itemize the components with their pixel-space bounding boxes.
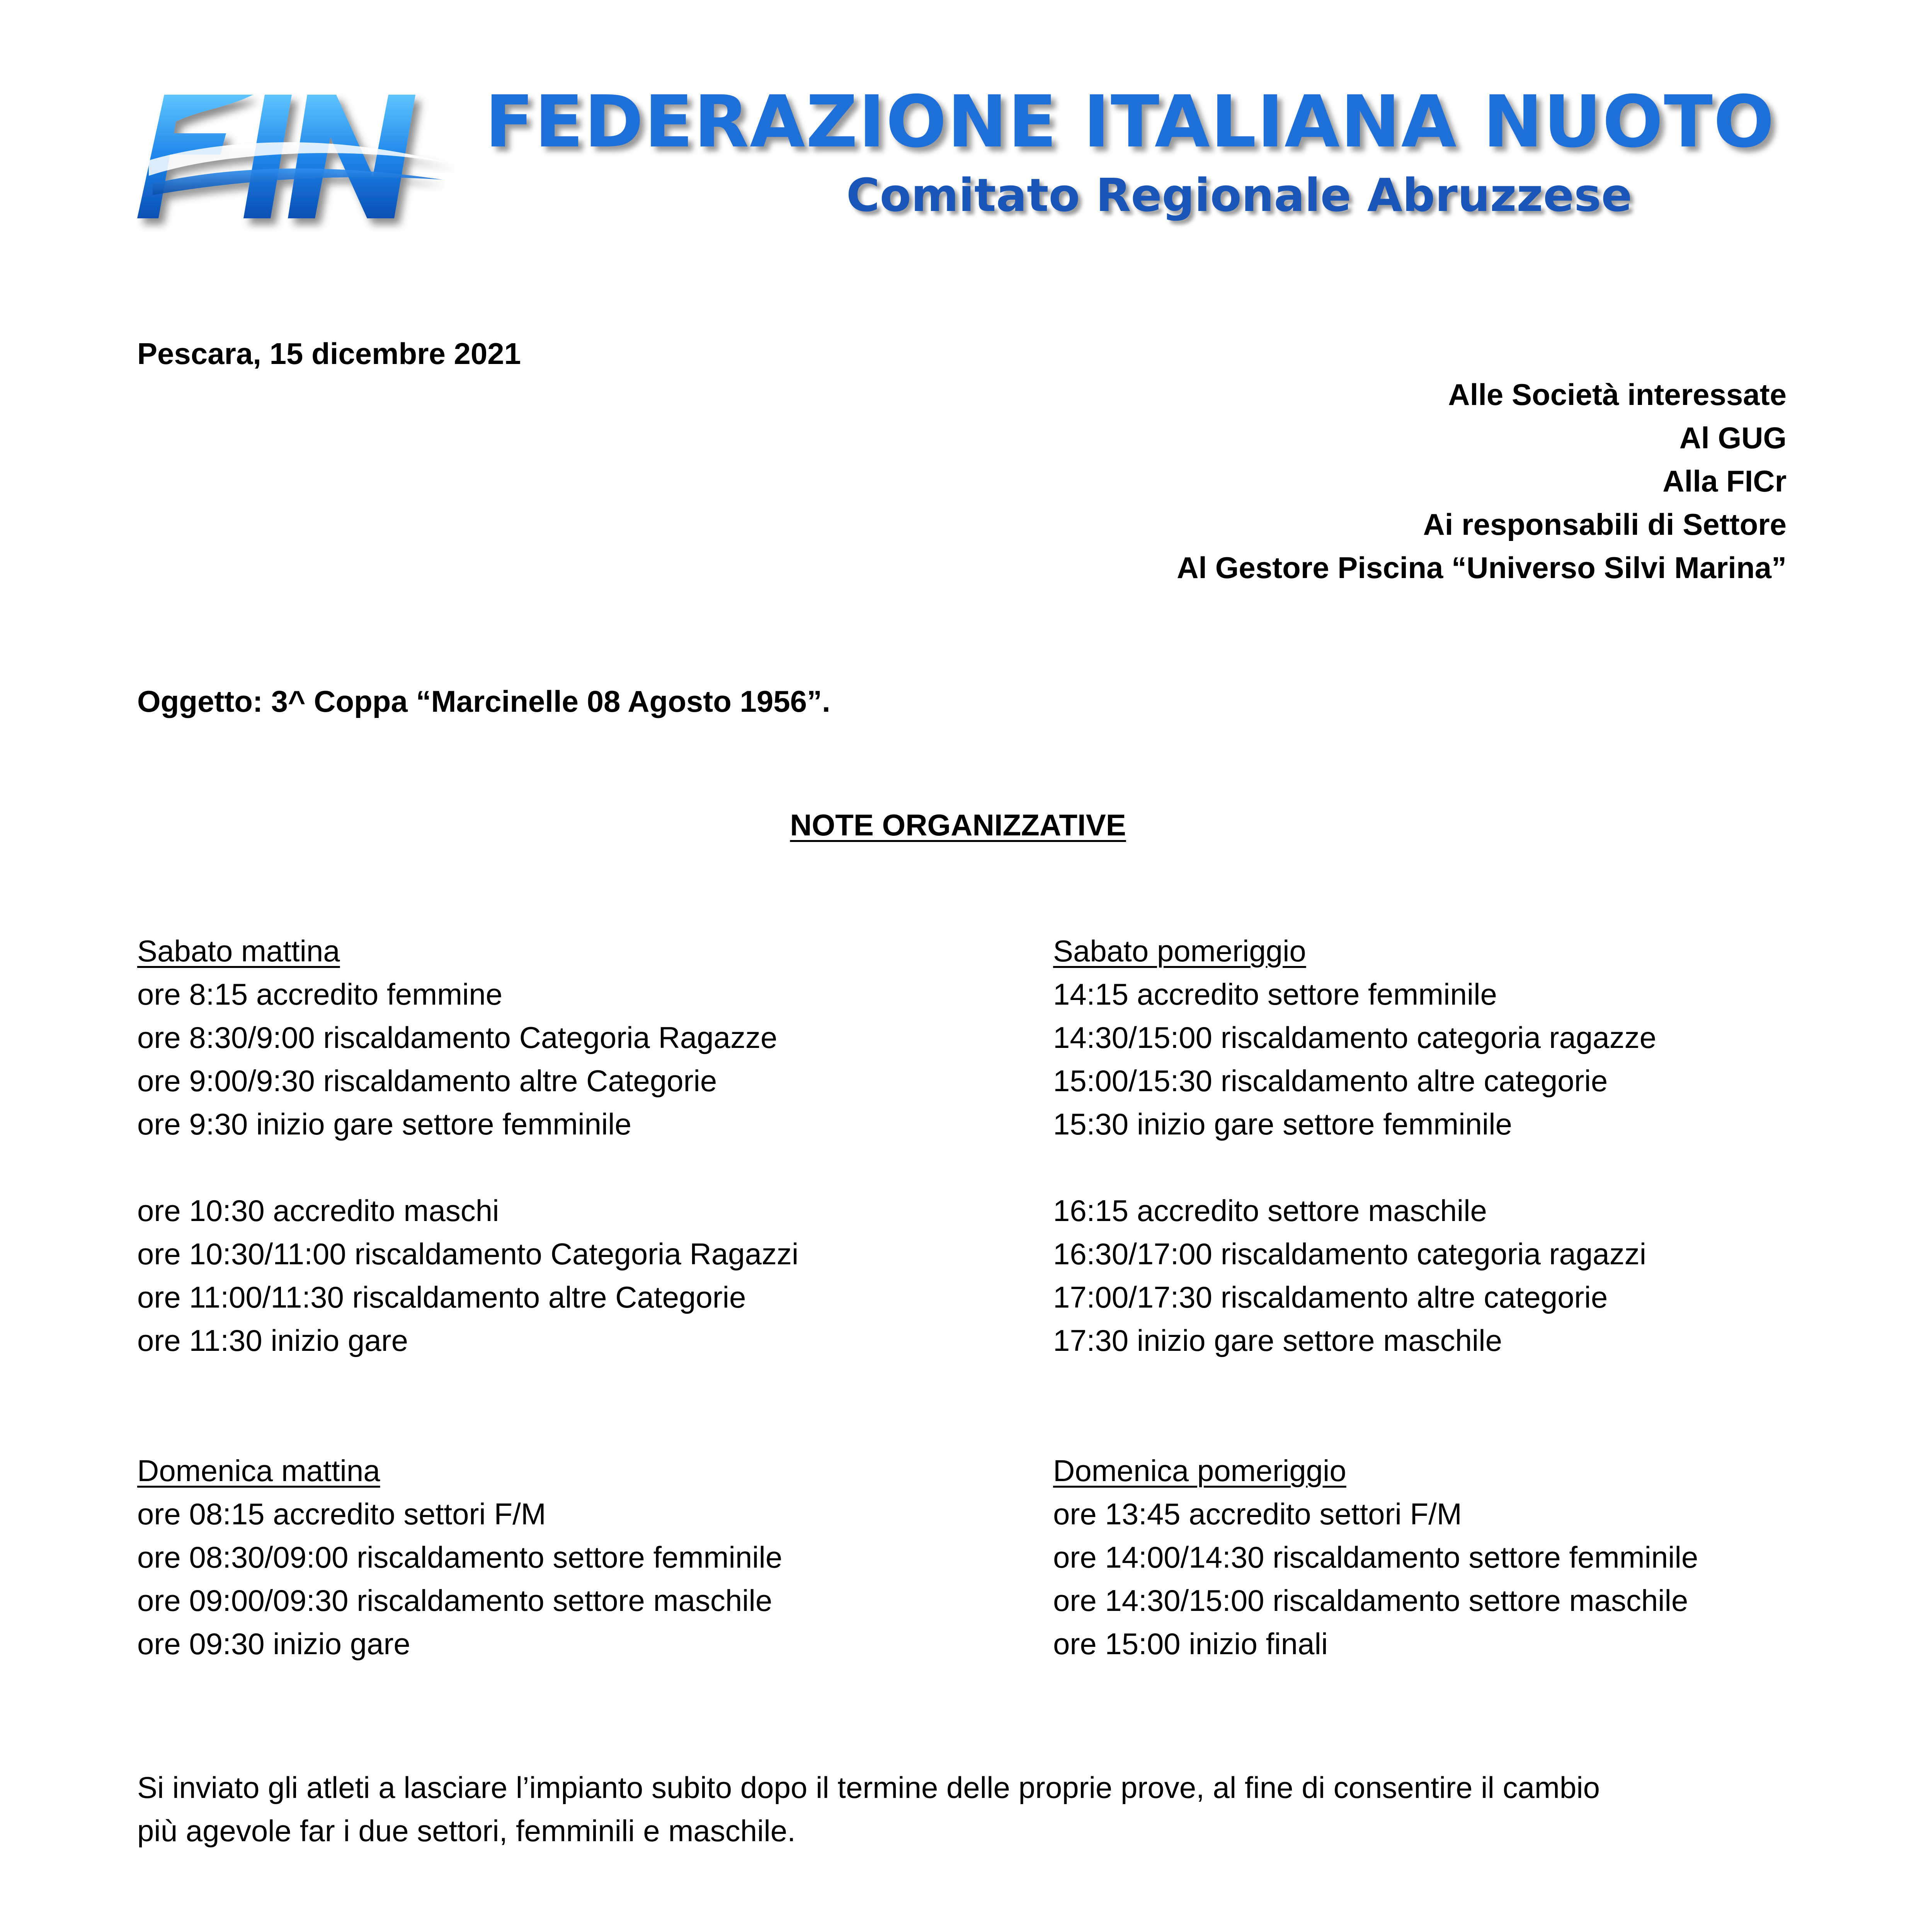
schedule-item: ore 8:30/9:00 riscaldamento Categoria Ragazze — [137, 1020, 778, 1054]
place-date: Pescara, 15 dicembre 2021 — [137, 337, 521, 371]
schedule-item: ore 08:30/09:00 riscaldamento settore femminile — [137, 1540, 783, 1574]
notice-line: Si inviato gli atleti a lasciare l’impianto subito dopo il termine delle proprie prove, al fine di consentire il cambio — [137, 1770, 1600, 1804]
section-heading: NOTE ORGANIZZATIVE — [790, 808, 1126, 842]
sabato-pomeriggio-title: Sabato pomeriggio — [1053, 934, 1306, 968]
schedule-item: ore 9:00/9:30 riscaldamento altre Categorie — [137, 1064, 717, 1098]
schedule-item: 14:15 accredito settore femminile — [1053, 977, 1497, 1011]
schedule-item: ore 09:30 inizio gare — [137, 1627, 410, 1661]
sabato-mattina-title: Sabato mattina — [137, 934, 340, 968]
schedule-item: 15:00/15:30 riscaldamento altre categorie — [1053, 1064, 1608, 1098]
recipient-line: Al GUG — [1679, 421, 1787, 455]
schedule-item: ore 11:30 inizio gare — [137, 1323, 408, 1357]
recipient-line: Alle Società interessate — [1448, 378, 1787, 412]
notice-paragraph — [137, 1766, 1600, 1852]
schedule-item: ore 9:30 inizio gare settore femminile — [137, 1107, 631, 1141]
schedule-item: ore 11:00/11:30 riscaldamento altre Categorie — [137, 1280, 746, 1314]
sabato-pomeriggio-block — [1053, 929, 1656, 1362]
schedule-item: ore 10:30/11:00 riscaldamento Categoria Ragazzi — [137, 1237, 799, 1271]
schedule-item: 16:15 accredito settore maschile — [1053, 1194, 1487, 1228]
sabato-mattina-block — [137, 929, 798, 1362]
fin-logo — [137, 87, 458, 238]
schedule-item: 15:30 inizio gare settore femminile — [1053, 1107, 1512, 1141]
schedule-item: ore 09:00/09:30 riscaldamento settore maschile — [137, 1583, 773, 1617]
schedule-item: ore 13:45 accredito settori F/M — [1053, 1497, 1462, 1531]
schedule-item: ore 14:30/15:00 riscaldamento settore maschile — [1053, 1583, 1688, 1617]
schedule-item: ore 8:15 accredito femmine — [137, 977, 503, 1011]
schedule-item: ore 14:00/14:30 riscaldamento settore femminile — [1053, 1540, 1698, 1574]
schedule-item: 17:00/17:30 riscaldamento altre categorie — [1053, 1280, 1608, 1314]
recipient-line: Alla FICr — [1662, 464, 1787, 498]
schedule-item: 16:30/17:00 riscaldamento categoria ragazzi — [1053, 1237, 1646, 1271]
domenica-pomeriggio-title: Domenica pomeriggio — [1053, 1454, 1346, 1488]
recipients-block — [1177, 373, 1787, 589]
schedule-item: ore 10:30 accredito maschi — [137, 1194, 499, 1228]
recipient-line: Ai responsabili di Settore — [1423, 507, 1787, 541]
schedule-item: ore 08:15 accredito settori F/M — [137, 1497, 546, 1531]
schedule-item: ore 15:00 inizio finali — [1053, 1627, 1328, 1661]
domenica-pomeriggio-block — [1053, 1449, 1698, 1665]
recipient-line: Al Gestore Piscina “Universo Silvi Marina” — [1177, 551, 1787, 585]
notice-line: più agevole far i due settori, femminili e maschile. — [137, 1814, 796, 1848]
schedule-item: 17:30 inizio gare settore maschile — [1053, 1323, 1502, 1357]
domenica-mattina-title: Domenica mattina — [137, 1454, 380, 1488]
subject-line: Oggetto: 3^ Coppa “Marcinelle 08 Agosto 1956”. — [137, 684, 830, 718]
schedule-item: 14:30/15:00 riscaldamento categoria ragazze — [1053, 1020, 1656, 1054]
domenica-mattina-block — [137, 1449, 782, 1665]
federation-subtitle: Comitato Regionale Abruzzese — [846, 168, 1632, 222]
federation-title: FEDERAZIONE ITALIANA NUOTO — [485, 80, 1775, 163]
